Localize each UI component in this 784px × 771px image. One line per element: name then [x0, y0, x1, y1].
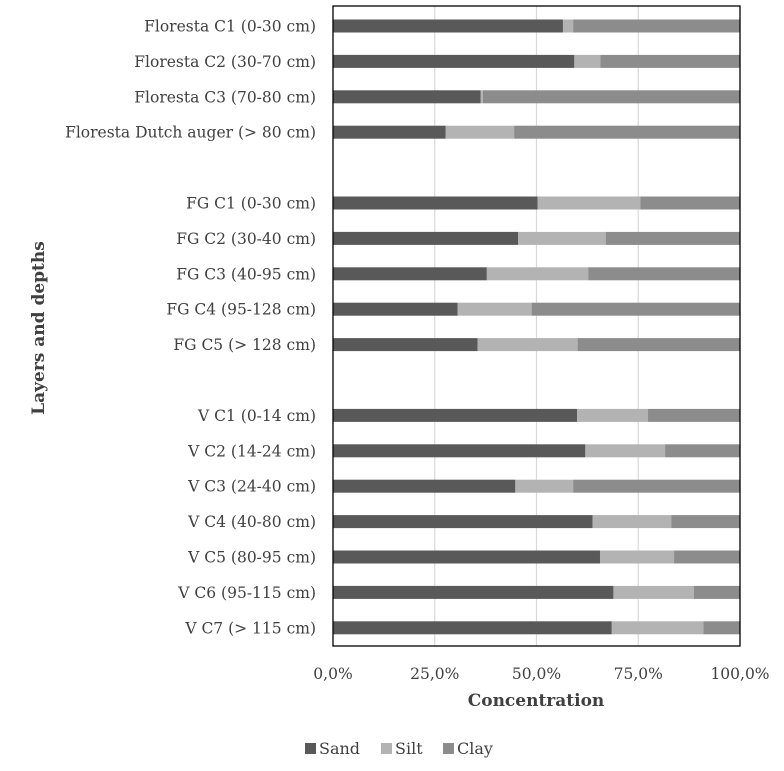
bar-clay	[578, 338, 740, 351]
bar-silt	[577, 409, 648, 422]
x-tick-label: 50,0%	[511, 665, 562, 683]
x-tick-label: 100,0%	[710, 665, 770, 683]
bar-sand	[333, 232, 518, 245]
bar-clay	[674, 551, 740, 564]
x-axis-title: Concentration	[467, 691, 605, 711]
legend-label-sand: Sand	[319, 739, 361, 758]
x-tick-labels	[313, 665, 769, 683]
x-tick-label: 75,0%	[613, 665, 663, 683]
bar-clay	[671, 515, 740, 528]
bar-sand	[333, 126, 446, 139]
bar-silt	[600, 551, 674, 564]
bar-clay	[483, 90, 740, 103]
category-label: Floresta C3 (70-80 cm)	[134, 88, 316, 107]
bar-clay	[532, 303, 740, 316]
category-label: FG C2 (30-40 cm)	[176, 229, 316, 248]
bar-clay	[588, 267, 740, 280]
bar-silt	[613, 586, 694, 599]
bar-sand	[333, 90, 481, 103]
category-labels	[65, 18, 316, 638]
legend-swatch-silt	[381, 743, 392, 754]
category-label: V C3 (24-40 cm)	[188, 477, 316, 496]
bar-clay	[640, 197, 740, 210]
category-label: V C2 (14-24 cm)	[188, 442, 316, 461]
bar-sand	[333, 303, 458, 316]
bar-clay	[694, 586, 740, 599]
bar-clay	[703, 621, 740, 634]
legend-swatch-sand	[305, 743, 316, 754]
category-label: Floresta C1 (0-30 cm)	[144, 17, 316, 36]
legend-swatch-clay	[443, 743, 454, 754]
bar-sand	[333, 55, 574, 68]
bar-sand	[333, 338, 477, 351]
bar-clay	[648, 409, 740, 422]
bar-sand	[333, 444, 585, 457]
y-axis-title: Layers and depths	[29, 241, 49, 415]
bar-silt	[458, 303, 532, 316]
bar-silt	[481, 90, 483, 103]
bar-silt	[538, 197, 641, 210]
category-label: FG C3 (40-95 cm)	[176, 265, 316, 284]
bar-clay	[600, 55, 740, 68]
category-label: V C4 (40-80 cm)	[188, 513, 316, 532]
bar-clay	[573, 20, 740, 33]
bar-sand	[333, 480, 515, 493]
x-tick-label: 25,0%	[410, 665, 460, 683]
bar-sand	[333, 267, 487, 280]
bar-silt	[612, 621, 704, 634]
bar-sand	[333, 409, 577, 422]
bar-silt	[574, 55, 600, 68]
bar-sand	[333, 20, 563, 33]
legend-label-silt: Silt	[395, 739, 423, 758]
bar-clay	[514, 126, 740, 139]
x-tick-label: 0,0%	[313, 665, 353, 683]
bar-silt	[477, 338, 577, 351]
category-label: Floresta C2 (30-70 cm)	[134, 52, 316, 71]
bar-silt	[518, 232, 606, 245]
bar-clay	[665, 444, 740, 457]
category-label: FG C4 (95-128 cm)	[166, 300, 316, 319]
category-label: V C7 (> 115 cm)	[185, 619, 316, 638]
bar-sand	[333, 515, 593, 528]
legend-label-clay: Clay	[457, 739, 493, 758]
category-label: V C5 (80-95 cm)	[188, 548, 316, 567]
bar-silt	[585, 444, 665, 457]
bar-silt	[446, 126, 514, 139]
category-label: FG C1 (0-30 cm)	[186, 194, 316, 213]
bar-silt	[563, 20, 573, 33]
bar-clay	[606, 232, 740, 245]
bar-sand	[333, 621, 612, 634]
bar-silt	[487, 267, 588, 280]
category-label: V C6 (95-115 cm)	[178, 583, 316, 602]
category-label: V C1 (0-14 cm)	[198, 406, 316, 425]
bar-sand	[333, 551, 600, 564]
bar-silt	[593, 515, 672, 528]
bar-sand	[333, 586, 613, 599]
category-label: FG C5 (> 128 cm)	[173, 336, 316, 355]
bar-clay	[573, 480, 740, 493]
bar-silt	[515, 480, 573, 493]
legend	[305, 739, 493, 758]
category-label: Floresta Dutch auger (> 80 cm)	[65, 123, 316, 142]
bar-sand	[333, 197, 538, 210]
